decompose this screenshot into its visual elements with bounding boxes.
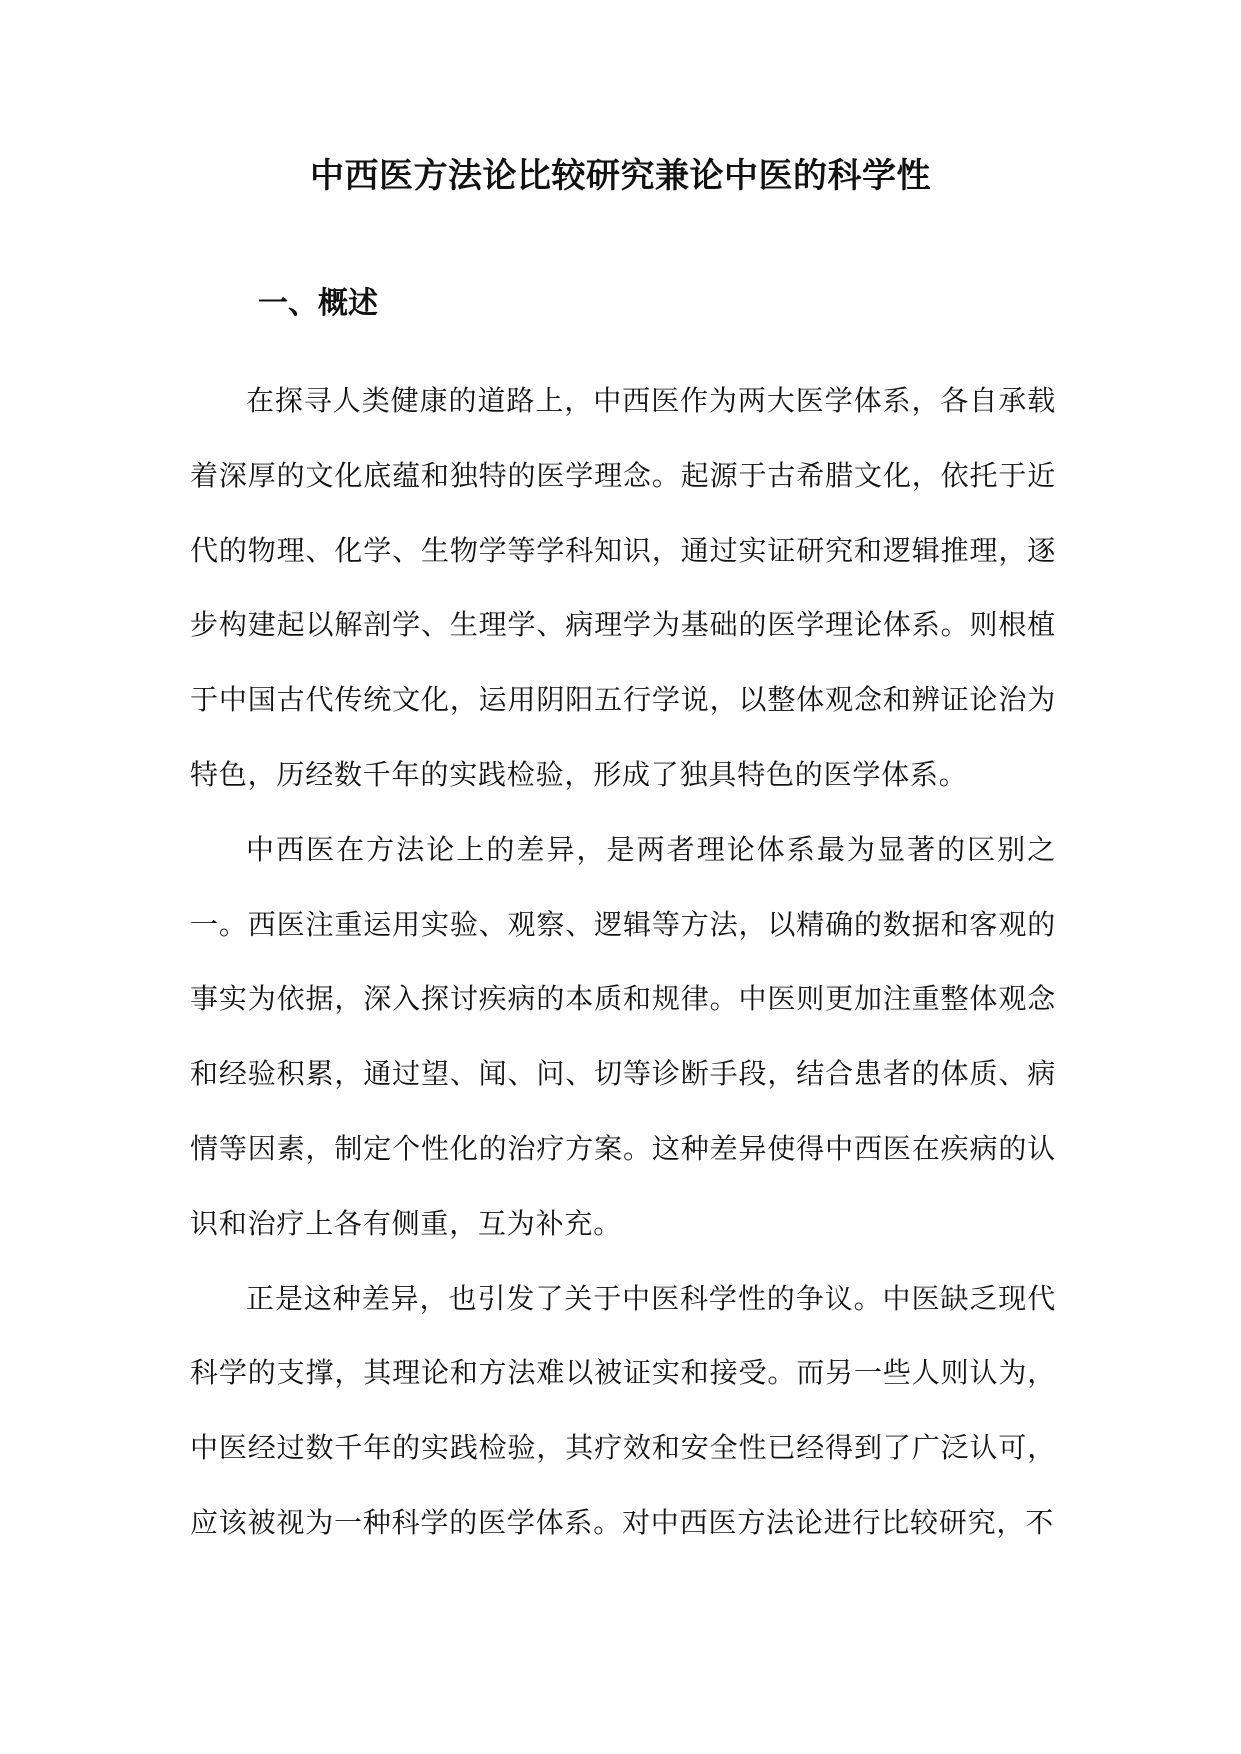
paragraph: 在探寻人类健康的道路上，中西医作为两大医学体系，各自承载着深厚的文化底蕴和独特的医学理念。起源于古希腊文化，依托于近代的物理、化学、生物学等学科知识，通过实证研究和逻辑推理，逐步构建起以解剖学、生理学、病理学为基础的医学理论体系。则根植于中国古代传统文化，运用阴阳五行学说，以整体观念和辨证论治为特色，历经数千年的实践检验，形成了独具特色的医学体系。 [190, 384, 1056, 791]
paragraph: 正是这种差异，也引发了关于中医科学性的争议。中医缺乏现代科学的支撑，其理论和方法难以被证实和接受。而另一些人则认为，中医经过数千年的实践检验，其疗效和安全性已经得到了广泛认可，应该被视为一种科学的医学体系。对中西医方法论进行比较研究，不 [190, 1281, 1056, 1539]
document-title: 中西医方法论比较研究兼论中医的科学性 [310, 156, 931, 196]
section-heading: 一、概述 [258, 286, 378, 321]
paragraph: 中西医在方法论上的差异，是两者理论体系最为显著的区别之一。西医注重运用实验、观察、逻辑等方法，以精确的数据和客观的事实为依据，深入探讨疾病的本质和规律。中医则更加注重整体观念和经验积累，通过望、闻、问、切等诊断手段，结合患者的体质、病情等因素，制定个性化的治疗方案。这种差异使得中西医在疾病的认识和治疗上各有侧重，互为补充。 [190, 832, 1056, 1240]
body-text [190, 364, 1056, 1561]
